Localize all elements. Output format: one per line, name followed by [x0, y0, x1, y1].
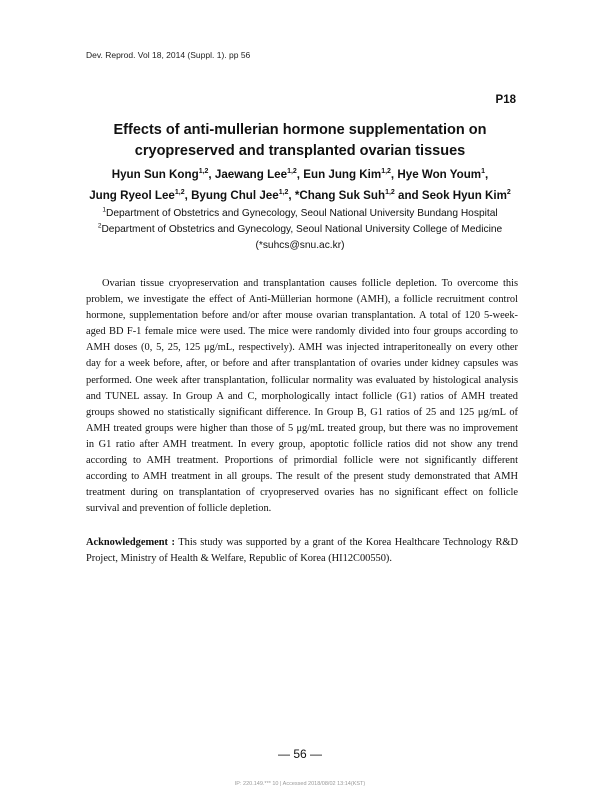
author-separator: ,	[184, 189, 192, 202]
title-line-1: Effects of anti-mullerian hormone supplementation on	[113, 122, 487, 138]
author-affiliation-mark: 1,2	[278, 189, 289, 197]
author-name: Eun Jung Kim	[303, 168, 382, 181]
author-separator: ,	[208, 168, 215, 181]
author-line-1	[60, 164, 540, 185]
author-affiliation-mark: 1,2	[381, 168, 391, 176]
author-separator: ,	[296, 168, 304, 181]
author-name: *Chang Suk Suh	[294, 189, 386, 202]
acknowledgement-label: Acknowledgement :	[86, 537, 175, 548]
acknowledgement	[86, 535, 518, 567]
author-separator: and	[394, 189, 422, 202]
page-number: — 56 —	[277, 747, 322, 761]
author-name: Jaewang Lee	[214, 168, 288, 181]
author-affiliation-mark: 1,2	[198, 168, 209, 176]
author-affiliation-mark: 1	[481, 168, 486, 176]
journal-reference: Dev. Reprod. Vol 18, 2014 (Suppl. 1). pp 56	[86, 50, 251, 60]
affiliation-text: Department of Obstetrics and Gynecology, Seoul National University College of Medicine	[101, 224, 503, 235]
acknowledgement-text: This study was supported by a grant of the Korea Healthcare Technology R&D Project, Ministry of Health & Welfare, Republic of Korea (HI12C00550).	[86, 537, 518, 565]
author-name: Hye Won Youm	[397, 168, 482, 181]
author-name: Seok Hyun Kim	[421, 189, 507, 202]
author-affiliation-mark: 2	[506, 189, 511, 197]
affiliation-mark: 1	[102, 206, 106, 214]
affiliation-2	[60, 222, 540, 238]
author-separator: ,	[390, 168, 398, 181]
author-separator: ,	[288, 189, 295, 202]
author-affiliation-mark: 1,2	[385, 189, 395, 197]
affiliation-1	[60, 206, 540, 222]
author-list	[60, 164, 540, 206]
author-name: Hyun Sun Kong	[111, 168, 199, 181]
corresponding-email: (*suhcs@snu.ac.kr)	[255, 240, 345, 251]
author-separator: ,	[485, 168, 489, 181]
title-line-2: cryopreserved and transplanted ovarian tissues	[134, 143, 466, 159]
author-affiliation-mark: 1,2	[287, 168, 297, 176]
affiliation-mark: 2	[97, 222, 102, 230]
author-affiliation-mark: 1,2	[174, 189, 185, 197]
access-footer: IP: 220.149.*** 10 | Accessed 2018/08/02 13:14(KST)	[234, 781, 366, 787]
abstract-body: Ovarian tissue cryopreservation and transplantation causes follicle depletion. To overcome this problem, we investigate the effect of Anti-Müllerian hormone (AMH), a follicle recruitment control hormone, supplementation before and/or after mouse ovarian transplantation. A total of 120 5-week-aged BD F-1 female mice were used. The mice were randomly divided into four groups according to AMH doses (0, 5, 25, 125 μg/mL, respectively). AMH was injected intraperitoneally on every other day for a week before, after, or before and after transplantation of ovaries under kidney capsules was performed. One week after transplantation, follicular normality was evaluated by histological analysis and TUNEL assay. In Group A and C, morphologically intact follicle (G1) ratios of AMH treated groups showed no statistically significant difference. In Group B, G1 ratios of 25 and 125 μg/mL of AMH treated groups were higher than those of 5 μg/mL treated group, but there was no improvement in G1 ratio after AMH treatment. In every group, apoptotic follicle ratios did not show any trend according to AMH treatment. Proportions of primordial follicle were not significantly different according to AMH treatment in all groups. The result of the present study demonstrated that AMH treatment during on transplantation of cryopreserved ovaries has no significant effect on follicle survival and prevention of follicle depletion.	[86, 278, 518, 515]
affiliation-text: Department of Obstetrics and Gynecology, Seoul National University Bundang Hospital	[105, 208, 498, 219]
author-line-2	[60, 185, 540, 206]
poster-code: P18	[495, 94, 516, 106]
paper-title	[60, 120, 540, 162]
author-name: Byung Chul Jee	[191, 189, 279, 202]
author-name: Jung Ryeol Lee	[89, 189, 175, 202]
